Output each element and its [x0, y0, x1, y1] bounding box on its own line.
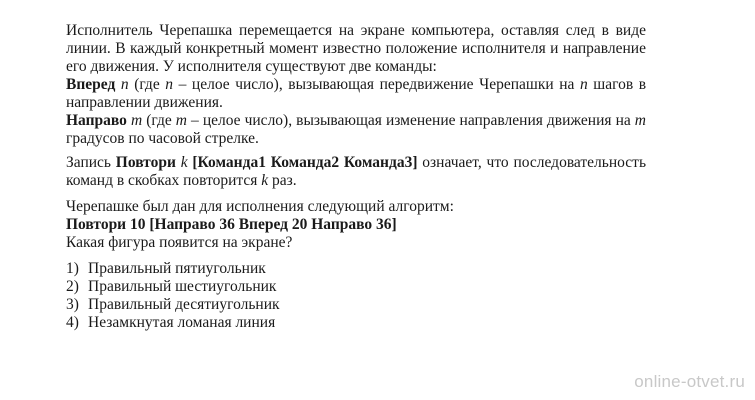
- task-intro: Черепашке был дан для исполнения следующий алгоритм:: [66, 198, 454, 215]
- forward-command-description: [66, 76, 646, 112]
- answer-option: [66, 296, 646, 314]
- repeat-text-1: Запись: [66, 154, 116, 171]
- forward-text-2: – целое число), вызывающая передвижение Черепашки на: [173, 76, 580, 93]
- right-text-1: (где: [142, 112, 176, 129]
- option-text: Правильный десятиугольник: [88, 296, 280, 313]
- option-text: Правильный шестиугольник: [88, 278, 277, 295]
- forward-arg-3: n: [579, 76, 588, 93]
- answer-option: [66, 260, 646, 278]
- repeat-keyword: Повтори: [115, 154, 176, 171]
- spacer: [66, 190, 646, 198]
- forward-command-arg: n: [120, 76, 129, 93]
- repeat-text-3: раз.: [268, 172, 297, 189]
- forward-text-1: (где: [128, 76, 166, 93]
- repeat-bracket: [Команда1 Команда2 Команда3]: [192, 154, 418, 171]
- spacer: [66, 252, 646, 260]
- repeat-text-2: означает, что последовательность команд в скобках повторится: [66, 154, 647, 189]
- option-number: 3): [66, 296, 79, 313]
- right-arg-3: m: [634, 112, 646, 129]
- option-text: Незамкнутая ломаная линия: [88, 314, 276, 331]
- repeat-description: [66, 154, 646, 190]
- forward-text-3: шагов в направлении движения.: [66, 76, 647, 111]
- repeat-arg-2: k: [261, 172, 269, 189]
- intro-paragraph: Исполнитель Черепашка перемещается на экране компьютера, оставляя след в виде линии. В каждый конкретный момент известно положение исполнителя и направление его движения. У исполнителя существуют две команды:: [66, 22, 646, 75]
- option-text: Правильный пятиугольник: [88, 260, 266, 277]
- right-command-arg: m: [130, 112, 143, 129]
- forward-command-name: Вперед: [66, 76, 116, 93]
- algorithm-line: Повтори 10 [Направо 36 Вперед 20 Направо 36]: [66, 216, 397, 233]
- right-text-2: – целое число), вызывающая изменение направления движения на: [186, 112, 635, 129]
- option-number: 4): [66, 314, 79, 331]
- repeat-arg: k: [180, 154, 188, 171]
- forward-arg-2: n: [165, 76, 174, 93]
- right-command-name: Направо: [66, 112, 127, 129]
- right-text-3: градусов по часовой стрелке.: [66, 130, 259, 147]
- right-command-description: [66, 112, 646, 148]
- option-number: 1): [66, 260, 79, 277]
- answer-option: [66, 314, 646, 332]
- question-text: Какая фигура появится на экране?: [66, 234, 293, 251]
- task-document: [66, 22, 646, 332]
- right-arg-2: m: [175, 112, 187, 129]
- answer-options: [66, 260, 646, 332]
- option-number: 2): [66, 278, 79, 295]
- answer-option: [66, 278, 646, 296]
- site-watermark: online-otvet.ru: [634, 372, 745, 391]
